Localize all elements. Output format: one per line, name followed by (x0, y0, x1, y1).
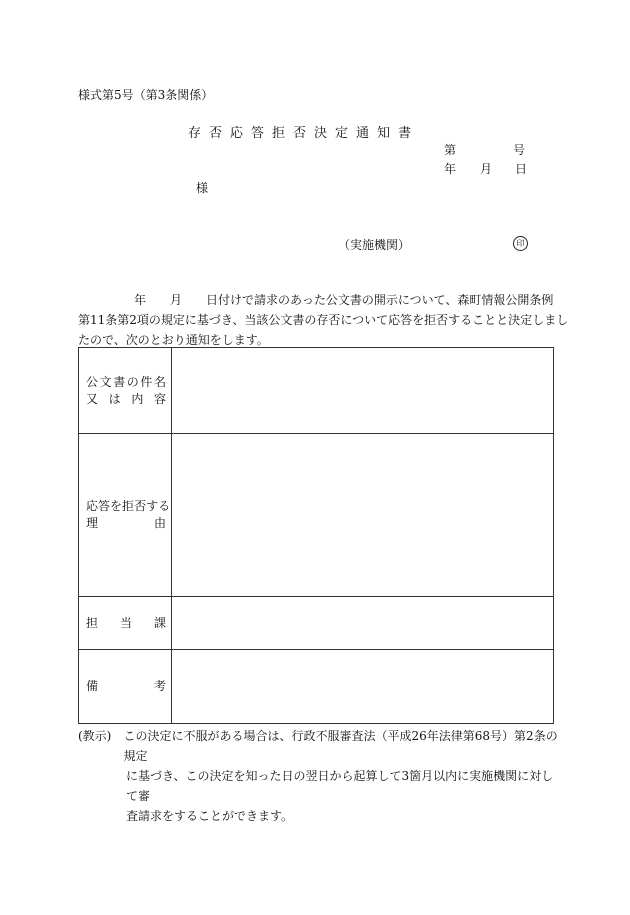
value-cell-document-name[interactable] (172, 348, 554, 434)
document-title: 存否応答拒否決定通知書 (188, 126, 420, 141)
label-remarks: 備 考 (86, 679, 166, 693)
notice-table (78, 347, 554, 724)
table-row (79, 597, 554, 650)
value-cell-refusal-reason[interactable] (172, 434, 554, 597)
table-row (79, 348, 554, 434)
seal-mark-icon: 印 (513, 236, 528, 251)
label-cell-document-name (79, 348, 172, 434)
body-line: 第11条第2項の規定に基づき、当該公文書の存否について応答を拒否することと決定しまし (78, 313, 569, 327)
form-number: 様式第5号（第3条関係） (78, 88, 214, 102)
label-refusal: 応 答 を 拒 否 す る (86, 499, 171, 513)
body-line: たので、次のとおり通知をします。 (78, 333, 269, 347)
reference-number-suffix: 号 (513, 143, 526, 157)
agency-label: （実施機関） (338, 238, 411, 252)
table-row (79, 650, 554, 724)
addressee-suffix: 様 (196, 181, 209, 195)
instruction-block (78, 726, 558, 826)
instruction-line: この決定に不服がある場合は、行政不服審査法（平成26年法律第68号）第2条の規定 (123, 729, 558, 763)
instruction-heading: (教示) (78, 729, 112, 743)
label-cell-department (79, 597, 172, 650)
reference-number-prefix: 第 (444, 143, 457, 157)
label-document-name: 公 文 書 の 件 名 (86, 374, 166, 389)
date-day-label: 日 (515, 162, 528, 176)
label-reason: 理 由 (86, 516, 166, 530)
body-line: 年 月 日付けで請求のあった公文書の開示について、森町情報公開条例 (134, 293, 554, 307)
instruction-line: 査請求をすることができます。 (126, 809, 294, 823)
value-cell-remarks[interactable] (172, 650, 554, 724)
body-paragraph (78, 290, 569, 350)
label-department: 担 当 課 (86, 615, 166, 630)
instruction-line: に基づき、この決定を知った日の翌日から起算して3箇月以内に実施機関に対して審 (126, 769, 554, 803)
value-cell-department[interactable] (172, 597, 554, 650)
label-or-content: 又 は 内 容 (86, 391, 166, 406)
date-month-label: 月 (480, 162, 493, 176)
table-row (79, 434, 554, 597)
label-cell-remarks (79, 650, 172, 724)
label-cell-refusal-reason (79, 434, 172, 597)
date-year-label: 年 (444, 162, 457, 176)
